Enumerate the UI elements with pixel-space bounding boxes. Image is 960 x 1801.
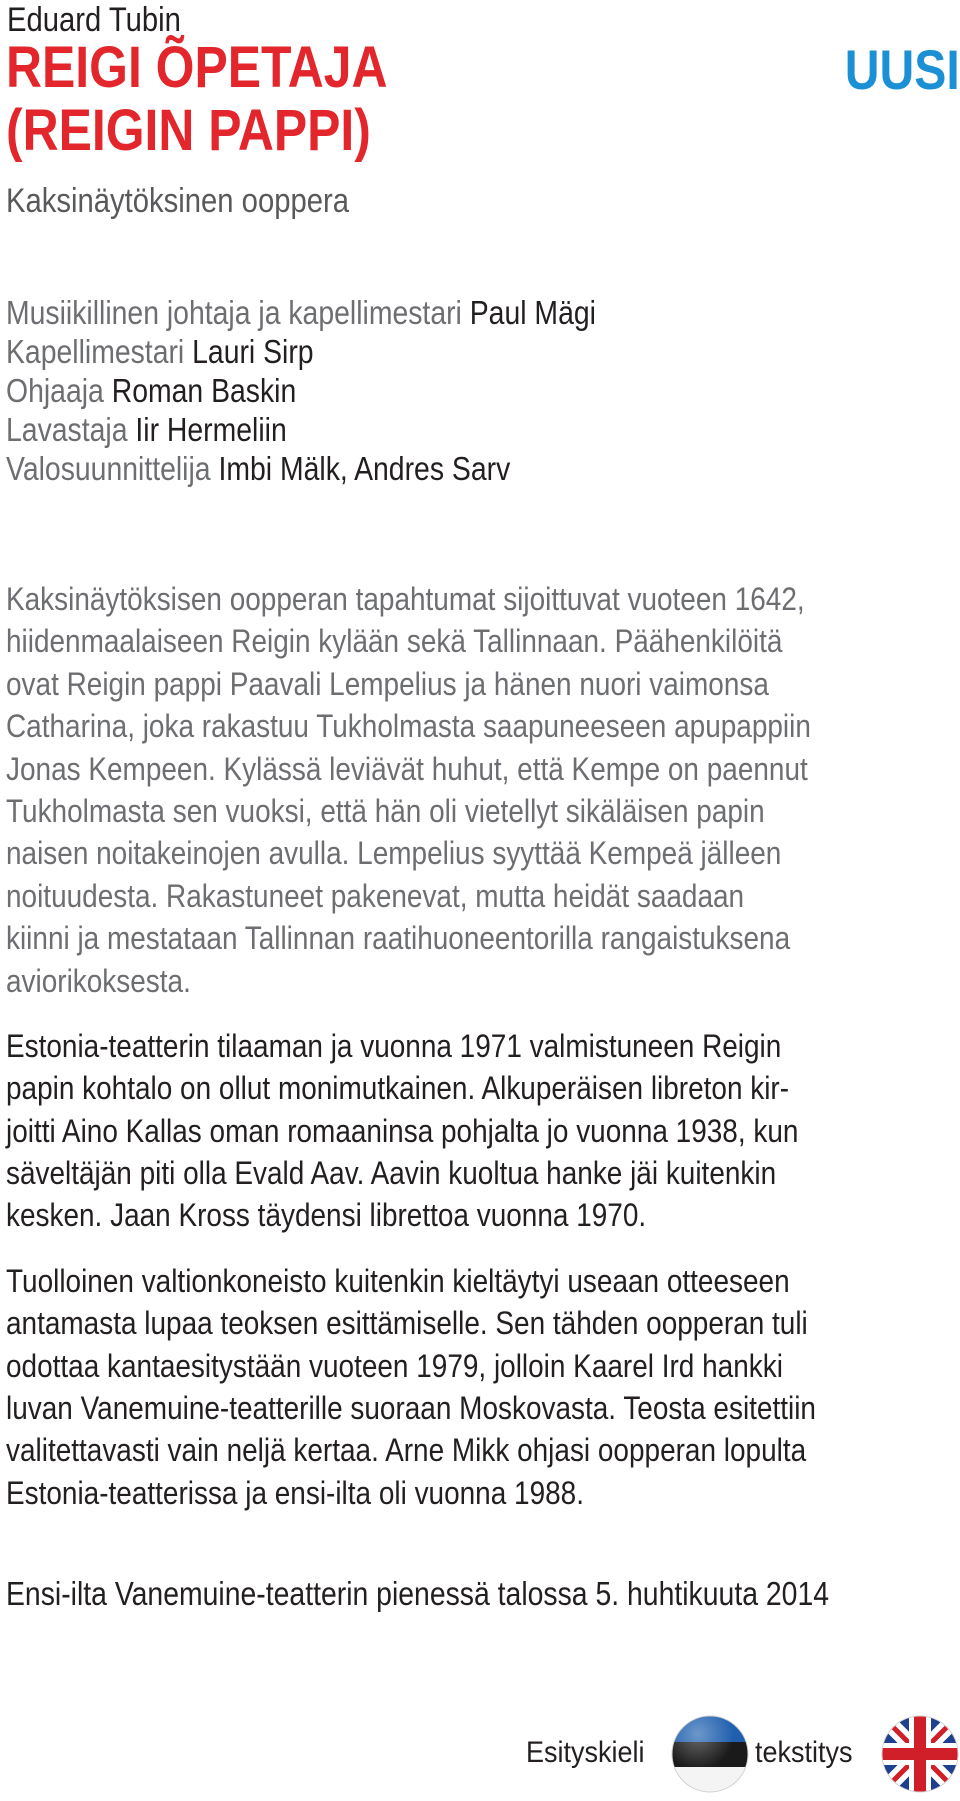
credit-person: Roman Baskin: [111, 372, 297, 409]
title-line-1: REIGI ÕPETAJA: [6, 35, 388, 100]
text-line: Kaksinäytöksisen oopperan tapahtumat sijoittuvat vuoteen 1642,: [6, 581, 805, 617]
credit-line: [6, 371, 952, 410]
text-line: Estonia-teatterin tilaaman ja vuonna 1971 valmistuneen Reigin: [6, 1027, 782, 1064]
text-line: odottaa kantaesitystään vuoteen 1979, jolloin Kaarel Ird hankki: [6, 1347, 783, 1384]
text-line: joitti Aino Kallas oman romaaninsa pohjalta jo vuonna 1938, kun: [6, 1112, 799, 1149]
text-line: antamasta lupaa teoksen esittämiselle. Sen tähden oopperan tuli: [6, 1305, 808, 1342]
subtitles-label: tekstitys: [755, 1736, 853, 1769]
text-line: Jonas Kempeen. Kylässä leviävät huhut, että Kempe on paennut: [6, 750, 808, 787]
performance-language-label: Esityskieli: [526, 1736, 645, 1769]
text-line: säveltäjän piti olla Evald Aav. Aavin kuoltua hanke jäi kuitenkin: [6, 1155, 777, 1192]
credit-role: Valosuunnittelija: [6, 450, 219, 487]
history-paragraph: [6, 1260, 935, 1514]
uk-flag-icon: [880, 1714, 960, 1794]
credit-person: Lauri Sirp: [192, 333, 314, 370]
text-line: valitettavasti vain neljä kertaa. Arne Mikk ohjasi oopperan lopulta: [6, 1432, 807, 1469]
credit-role: Musiikillinen johtaja ja kapellimestari: [6, 294, 470, 331]
language-info: [0, 1700, 960, 1800]
text-line: Estonia-teatterissa ja ensi-ilta oli vuonna 1988.: [6, 1474, 584, 1511]
history-paragraph: [6, 1025, 935, 1237]
credit-line: [6, 410, 952, 449]
text-line: luvan Vanemuine-teatterille suoraan Moskovasta. Teosta esitettiin: [6, 1390, 816, 1427]
text-line: kiinni ja mestataan Tallinnan raatihuoneentorilla rangaistuksena: [6, 920, 791, 957]
estonia-flag-icon: [670, 1714, 750, 1794]
text-line: noituudesta. Rakastuneet pakenevat, mutta heidät saadaan: [6, 877, 745, 914]
text-line: Tuolloinen valtionkoneisto kuitenkin kieltäytyi useaan otteeseen: [6, 1262, 790, 1299]
credit-role: Lavastaja: [6, 411, 136, 448]
credit-person: Iir Hermeliin: [135, 411, 287, 448]
subtitle: Kaksinäytöksinen ooppera: [6, 182, 349, 220]
text-line: Catharina, joka rakastuu Tukholmasta saapuneeseen apupappiin: [6, 708, 811, 745]
composer-name: Eduard Tubin: [7, 1, 181, 39]
credit-person: Paul Mägi: [469, 294, 596, 331]
credit-line: [6, 332, 952, 371]
credit-line: [6, 293, 952, 332]
text-line: ovat Reigin pappi Paavali Lempelius ja hänen nuori vaimonsa: [6, 665, 769, 702]
text-line: kesken. Jaan Kross täydensi librettoa vuonna 1970.: [6, 1197, 647, 1234]
credit-role: Ohjaaja: [6, 372, 112, 409]
text-line: naisen noitakeinojen avulla. Lempelius syyttää Kempeä jälleen: [6, 835, 782, 872]
text-line: Tukholmasta sen vuoksi, että hän oli vietellyt sikäläisen papin: [6, 792, 765, 829]
title-line-2: (REIGIN PAPPI): [6, 98, 371, 163]
synopsis-paragraph: [6, 578, 935, 1002]
credit-role: Kapellimestari: [6, 333, 193, 370]
credit-person: Imbi Mälk, Andres Sarv: [218, 450, 511, 487]
credits-list: [6, 293, 952, 488]
credit-line: [6, 449, 952, 488]
premiere-date: Ensi-ilta Vanemuine-teatterin pienessä talossa 5. huhtikuuta 2014: [6, 1575, 830, 1612]
text-line: papin kohtalo on ollut monimutkainen. Alkuperäisen libreton kir-: [6, 1070, 790, 1107]
text-line: hiidenmaalaiseen Reigin kylään sekä Tallinnaan. Päähenkilöitä: [6, 623, 783, 660]
new-badge: UUSI: [844, 38, 960, 101]
synopsis: [6, 578, 935, 1514]
text-line: aviorikoksesta.: [6, 962, 191, 999]
